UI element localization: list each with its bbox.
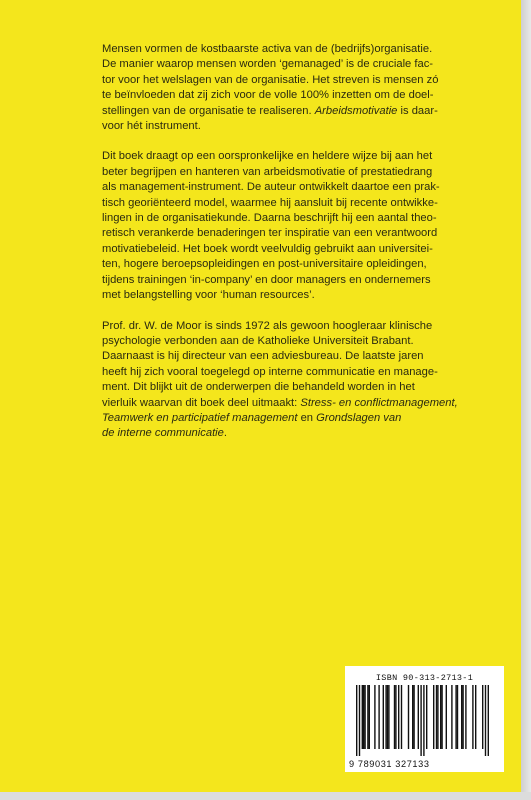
text-line: [102, 273, 464, 288]
barcode-bars: [356, 685, 496, 757]
barcode-bar: [433, 685, 434, 749]
text-line: [102, 196, 464, 211]
isbn-number: ISBN 90-313-2713-1: [375, 673, 474, 683]
barcode-bar: [363, 685, 364, 749]
text-segment: ment. Dit blijkt uit de onderwerpen die behandeld worden in het: [102, 381, 415, 394]
text-segment: stellingen van de organisatie te realiseren.: [102, 104, 315, 117]
text-line: [102, 73, 464, 88]
barcode-bar: [451, 685, 452, 749]
text-line: [102, 365, 464, 380]
text-segment: vierluik waarvan dit boek deel uitmaakt:: [102, 396, 301, 409]
text-segment: tisch georiënteerd model, waarmee hij aansluit bij recente ontwikke-: [102, 196, 438, 209]
barcode-bar: [482, 685, 483, 749]
text-segment: en: [297, 411, 317, 424]
text-segment: met belangstelling voor ‘human resources’.: [102, 289, 315, 302]
text-segment: ten, hogere beroepsopleidingen en post-universitaire opleidingen,: [102, 258, 427, 271]
text-line: [102, 349, 464, 364]
text-segment: beter begrijpen en hanteren van arbeidsmotivatie of prestatiedrang: [102, 165, 433, 178]
italic-text-segment: de interne communicatie: [102, 427, 224, 440]
barcode-bar: [395, 685, 396, 749]
blurb-paragraph-author: [102, 319, 464, 442]
italic-text-segment: Stress- en conflictmanagement,: [300, 396, 458, 409]
text-segment: heeft hij zich vooral toegelegd op interne communicatie en manage-: [102, 365, 438, 378]
barcode-bar: [383, 685, 384, 749]
text-line: [102, 242, 464, 257]
text-segment: Prof. dr. W. de Moor is sinds 1972 als gewoon hoogleraar klinische: [102, 319, 433, 332]
italic-text-segment: Grondslagen van: [316, 411, 402, 424]
barcode-bar: [364, 685, 365, 749]
barcode-bar: [475, 685, 476, 749]
text-segment: retisch verankerde benaderingen ter inspiratie van een verantwoord: [102, 227, 438, 240]
text-segment: Daarnaast is hij directeur van een adviesbureau. De laatste jaren: [102, 350, 424, 363]
page-edge-bottom: [0, 792, 531, 800]
barcode-bar: [485, 685, 486, 756]
barcode-bar: [418, 685, 419, 749]
barcode-bar: [408, 685, 409, 749]
text-line: [102, 211, 464, 226]
barcode-bar: [462, 685, 463, 749]
barcode-bar: [455, 685, 456, 749]
barcode-bar: [359, 685, 360, 756]
barcode-bar: [426, 685, 427, 749]
barcode-bar: [423, 685, 424, 756]
barcode-bar: [440, 685, 441, 749]
barcode-bar: [441, 685, 442, 749]
text-segment: De manier waarop mensen worden ‘gemanaged’ is de cruciale fac-: [102, 58, 434, 71]
barcode-bar: [437, 685, 438, 749]
text-segment: Mensen vormen de kostbaarste activa van de (bedrijfs)organisatie.: [102, 43, 433, 55]
text-segment: psychologie verbonden aan de Katholieke Universiteit Brabant.: [102, 334, 414, 347]
blurb-paragraph-intro: [102, 42, 464, 134]
barcode-bar: [461, 685, 462, 749]
barcode-bar: [472, 685, 473, 749]
page-edge-right: [521, 0, 531, 800]
barcode-bar: [385, 685, 386, 749]
blurb-paragraph-book: [102, 149, 464, 303]
barcode-bar: [362, 685, 363, 749]
barcode-bar: [398, 685, 399, 749]
text-line: [102, 119, 464, 134]
text-segment: tijdens trainingen ‘in-company’ en door managers en ondernemers: [102, 273, 431, 286]
italic-text-segment: Arbeidsmotivatie: [314, 104, 398, 117]
text-segment: voor hét instrument.: [102, 120, 201, 133]
text-line: [102, 57, 464, 72]
barcode-bar: [374, 685, 375, 749]
barcode-bar: [436, 685, 437, 749]
text-line: [102, 226, 464, 241]
text-line: [102, 180, 464, 195]
text-line: [102, 426, 464, 441]
text-line: [102, 334, 464, 349]
text-line: [102, 104, 464, 119]
barcode-bar: [488, 685, 489, 756]
text-segment: tor voor het welslagen van de organisatie. Het streven is mensen zó: [102, 73, 439, 86]
ean-digits: 9 789031 327133: [349, 759, 430, 769]
text-line: [102, 88, 464, 103]
barcode-bar: [388, 685, 389, 749]
italic-text-segment: Teamwerk en participatief management: [102, 411, 298, 424]
text-line: [102, 319, 464, 334]
text-line: [102, 165, 464, 180]
barcode-bar: [394, 685, 395, 749]
text-line: [102, 380, 464, 395]
text-line: [102, 149, 464, 164]
barcode-label: [345, 666, 504, 772]
barcode-bar: [457, 685, 458, 749]
barcode-bar: [378, 685, 379, 749]
barcode-bar: [369, 685, 370, 749]
text-line: [102, 42, 464, 57]
text-segment: motivatiebeleid. Het boek wordt veelvuldig gebruikt aan universitei-: [102, 242, 433, 255]
text-segment: te beïnvloeden dat zij zich voor de volle 100% inzetten om de doel-: [102, 89, 434, 102]
barcode-bar: [446, 685, 447, 749]
text-segment: .: [223, 427, 227, 440]
text-segment: als management-instrument. De auteur ontwikkelt daartoe een prak-: [102, 181, 440, 194]
text-line: [102, 411, 464, 426]
blurb-text: [102, 42, 464, 457]
barcode-bar: [387, 685, 388, 749]
barcode-bar: [401, 685, 402, 749]
text-segment: lingen in de organisatiekunde. Daarna beschrijft hij een aantal theo-: [102, 212, 437, 225]
text-line: [102, 257, 464, 272]
barcode-bar: [420, 685, 421, 756]
barcode-bar: [413, 685, 414, 749]
barcode-bar: [367, 685, 368, 749]
text-line: [102, 396, 464, 411]
text-segment: is daar-: [397, 104, 438, 117]
text-segment: Dit boek draagt op een oorspronkelijke en heldere wijze bij aan het: [102, 150, 433, 163]
barcode-bar: [412, 685, 413, 749]
barcode-bar: [465, 685, 466, 749]
text-line: [102, 288, 464, 303]
barcode-bar: [356, 685, 357, 756]
